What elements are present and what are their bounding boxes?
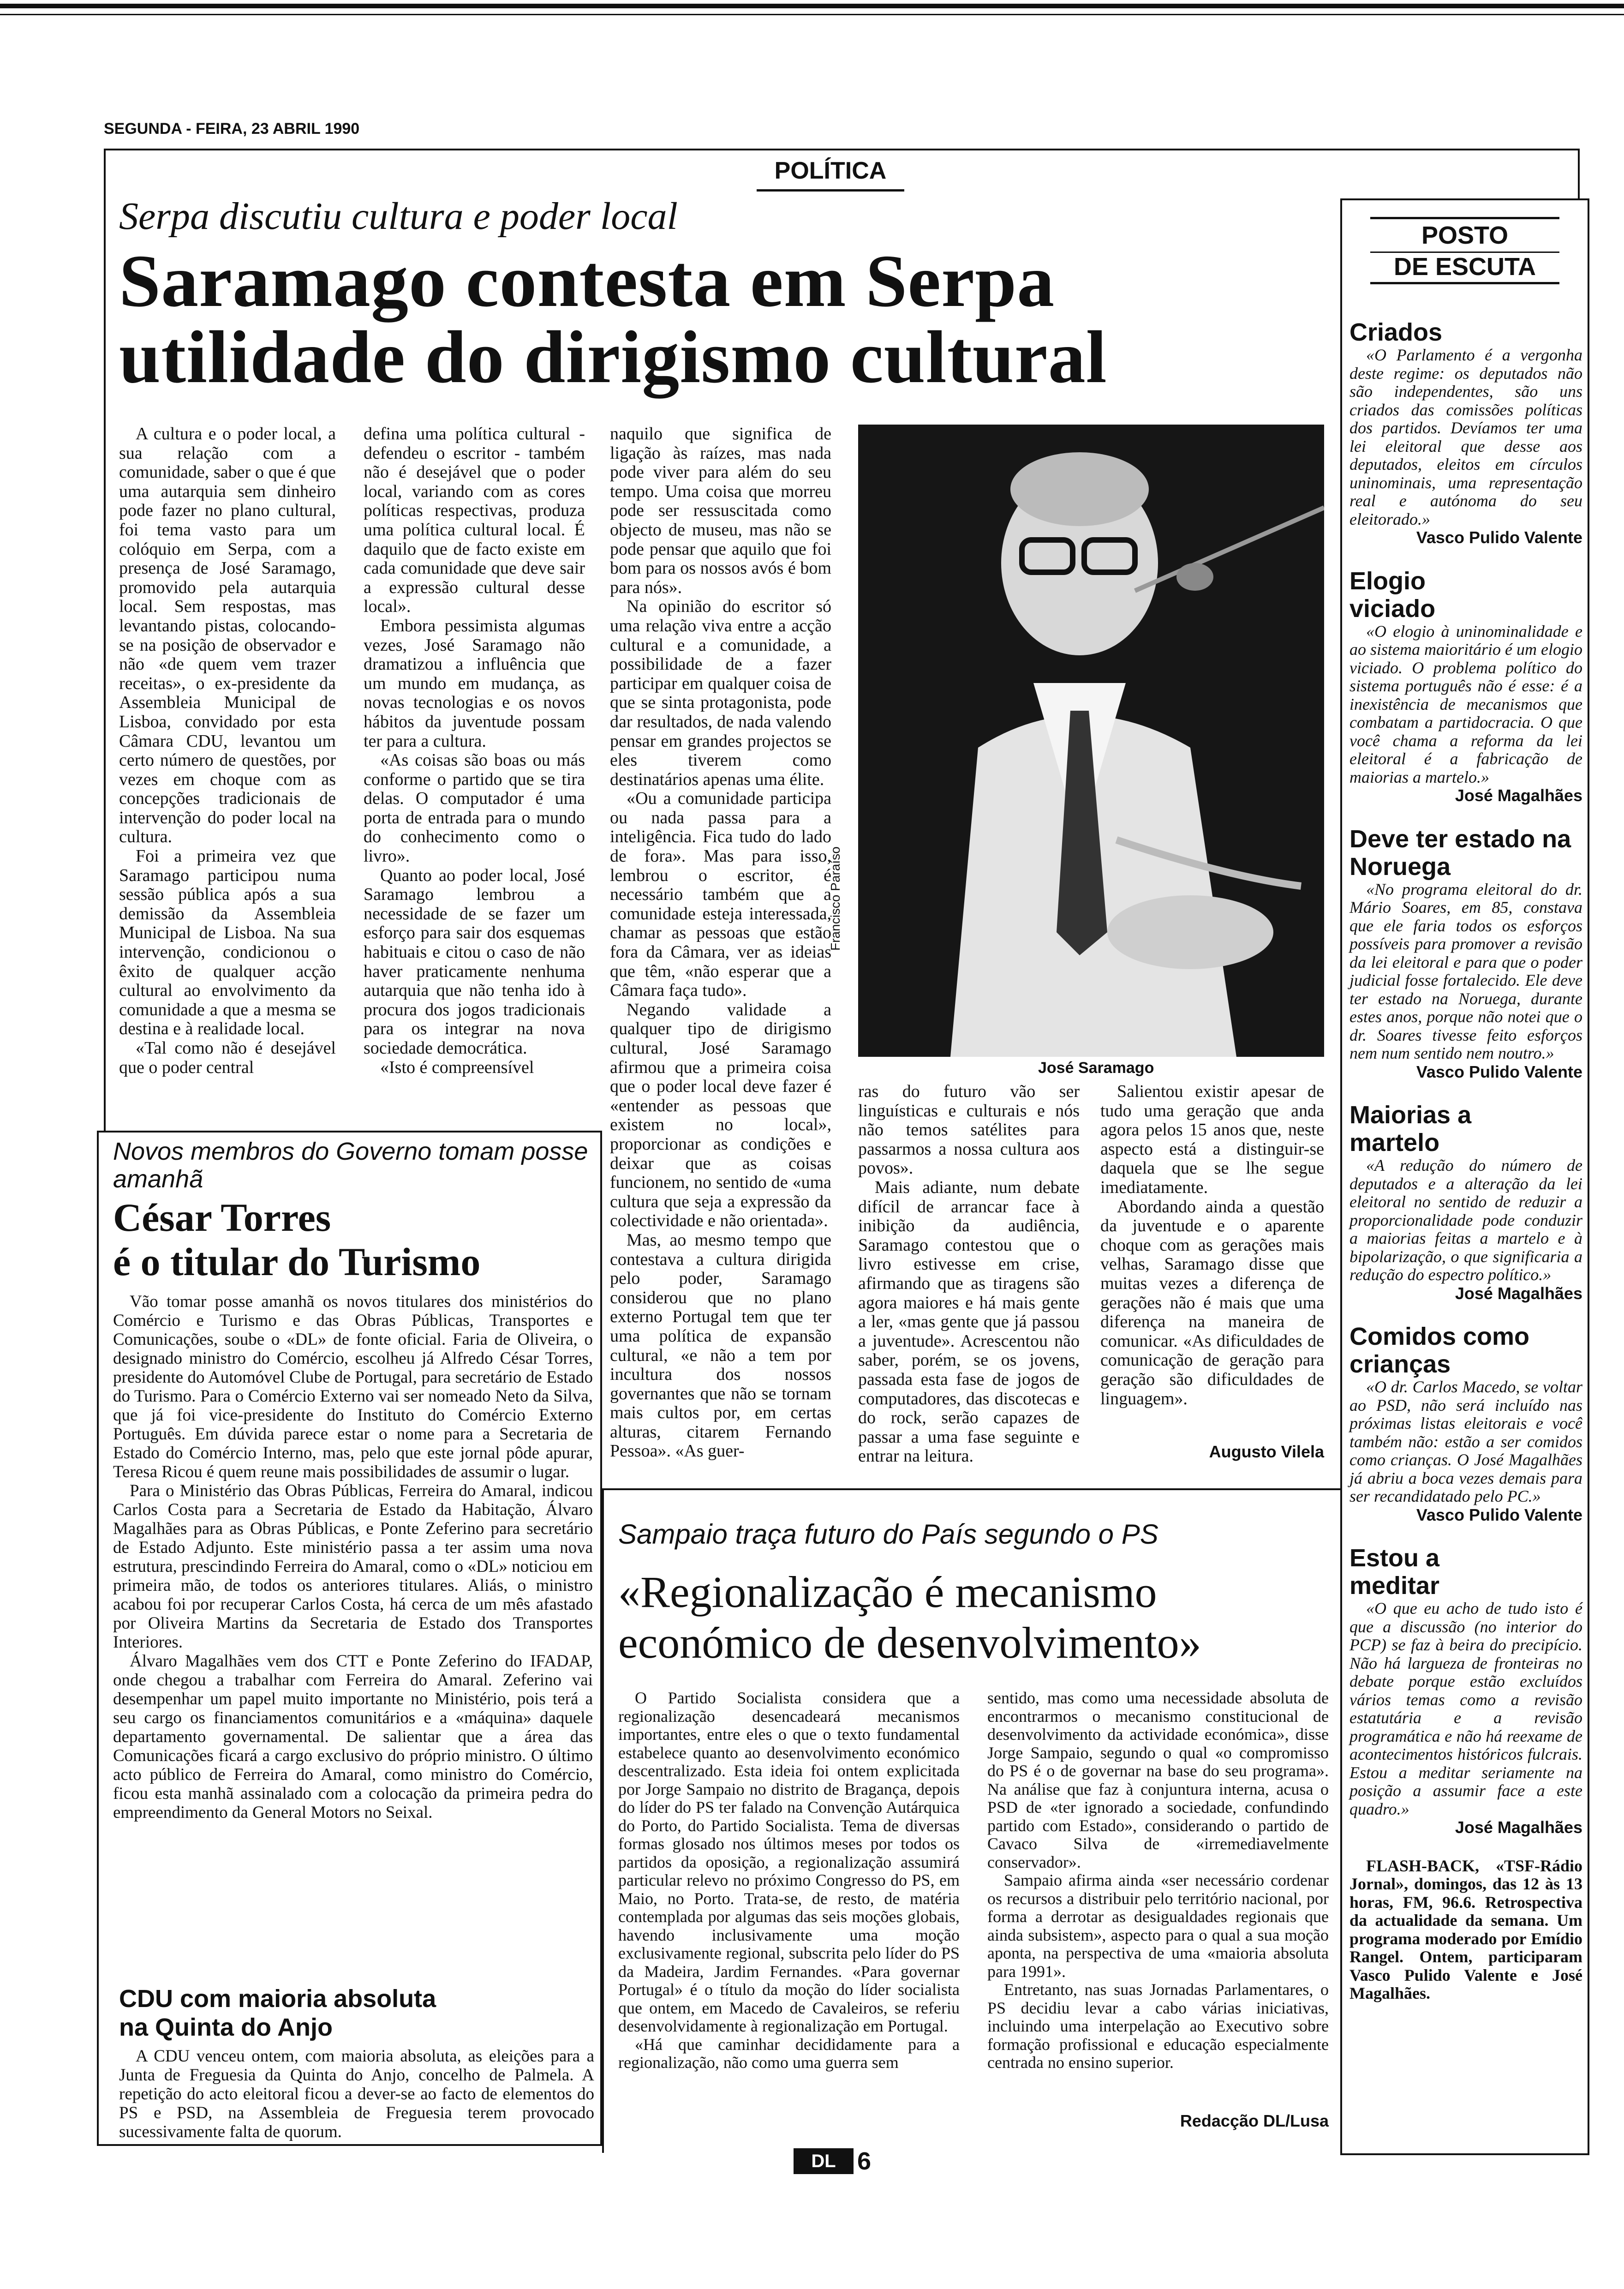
posto-item-text: «O Parlamento é a vergonha deste regime: os deputados não são independentes, são uns criados das comissões políticas dos partidos. Devíamos ter uma lei eleitoral que desse aos deputados, eleitos em círculos uninominais, uma representação real e autónoma do seu eleitorado.» [1349, 346, 1582, 528]
cdu-headline-1: CDU com maioria absoluta [119, 1985, 436, 2013]
main-col-5 [1100, 1082, 1324, 1408]
sampaio-c1-p2: «Há que caminhar decididamente para a regionalização, não como uma guerra sem [618, 2035, 960, 2072]
posto-item-author: Vasco Pulido Valente [1416, 528, 1582, 547]
posto-items [1349, 318, 1582, 2003]
photo-caption: José Saramago [1038, 1059, 1154, 1077]
posto-item-meditar [1349, 1544, 1582, 1837]
main-c2-p5: «Isto é compreensível [380, 1057, 534, 1077]
main-c4-p1: ras do futuro vão ser linguísticas e culturais e nós não temos satélites para passarmos a nossa cultura aos povos». [858, 1082, 1080, 1178]
main-c2-p3: «As coisas são boas ou más conforme o partido que se tira delas. O computador é uma porta de entrada para o mundo do conhecimento como o livro». [364, 750, 585, 866]
cdu-headline-2: na Quinta do Anjo [119, 2013, 333, 2041]
page-number: 6 [857, 2147, 872, 2175]
cdu-text: A CDU venceu ontem, com maioria absoluta, as eleições para a Junta de Freguesia da Quinta do Anjo, concelho de Palmela. A repetição do acto eleitoral ficou a dever-se ao facto de elementos do PS e PSD, na Assembleia de Freguesia terem provocado sucessivamente falta de quorum. [119, 2047, 594, 2141]
posto-item-title: Comidos como crianças [1349, 1323, 1530, 1378]
top-rule-thin [0, 14, 1624, 15]
main-col-4 [858, 1082, 1080, 1466]
photo-illustration [858, 425, 1324, 1057]
main-col-1 [119, 425, 336, 1077]
posto-item-maiorias [1349, 1101, 1582, 1302]
section-rule [757, 189, 904, 192]
turismo-p2: Para o Ministério das Obras Públicas, Ferreira do Amaral, indicou Carlos Costa para a Secretaria de Estado da Habitação, Álvaro Magalhães para as Obras Públicas, e Ponte Zeferino para secretário de Estado Adjunto. Este ministério passa a ter assim uma nova estrutura, prescindindo Ferreira do Amaral, como o «DL» noticiou em primeira mão, de todos os anteriores titulares. Aliás, o ministro acabou foi por recuperar Carlos Costa, há cerca de um mês afastado por Oliveira Martins da Secretaria de Estado dos Transportes Interiores. [113, 1481, 593, 1652]
posto-item-title: Elogio viciado [1349, 567, 1436, 623]
sampaio-col-2 [987, 1689, 1329, 2072]
posto-flashback: FLASH-BACK, «TSF-Rádio Jornal», domingos, das 12 às 13 horas, FM, 96.6. Retrospectiva da actualidade da semana. Um programa moderado por Emídio Rangel. Ontem, participaram Vasco Pulido Valente e José Magalhães. [1349, 1856, 1582, 2002]
header-rule [104, 149, 1578, 150]
turismo-headline-2: é o titular do Turismo [113, 1240, 481, 1284]
posto-item-noruega [1349, 825, 1582, 1081]
posto-item-text: «O dr. Carlos Macedo, se voltar ao PSD, não será incluído nas próximas listas eleitorais e você também não: estão a ser comidos como crianças. O José Magalhães já abriu a boca vezes demais para ser recandidatado pelo PC.» [1349, 1378, 1582, 1505]
main-col-3 [610, 425, 831, 1461]
posto-item-author: José Magalhães [1455, 786, 1582, 805]
main-c1-p2: Foi a primeira vez que Saramago participou numa sessão pública após a sua demissão da Assembleia Municipal de Lisboa. Na sua intervenção, condicionou o êxito de qualquer acção cultural ao envolvimento da comunidade a que a mesma se destina e à realidade local. [119, 846, 336, 1039]
main-col-2 [364, 425, 585, 1077]
sampaio-c2-p2: Sampaio afirma ainda «ser necessário cordenar os recursos a distribuir pelo território nacional, por forma a derrotar as desigualdades regionais que ainda subsistem», aspecto para o qual a sua moção aponta, na perspectiva de uma «maioria absoluta para 1991». [987, 1871, 1329, 1981]
frame-right [1578, 149, 1580, 199]
posto-item-author: Vasco Pulido Valente [1416, 1062, 1582, 1081]
posto-item-elogio [1349, 567, 1582, 805]
posto-item-title: Deve ter estado na Noruega [1349, 825, 1571, 881]
posto-item-author: Vasco Pulido Valente [1416, 1505, 1582, 1524]
main-c3-p2: Na opinião do escritor só uma relação viva entre a acção cultural e a comunidade, a possibilidade de a fazer participar em qualquer coisa de que se sinta protagonista, pode dar resultados, de nada valendo pensar em grandes projectos se eles tiverem como destinatários apenas uma élite. [610, 597, 831, 789]
saramago-photo [858, 425, 1324, 1057]
main-headline-1: Saramago contesta em Serpa [119, 240, 1055, 323]
posto-title-1: POSTO [1370, 217, 1559, 253]
sampaio-top-rule [602, 1488, 1340, 1490]
main-c3-p4: Negando validade a qualquer tipo de dirigismo cultural, José Saramago afirmou que a primeira coisa que o poder local deve fazer é «entender as pessoas que existem no local», proporcionar as condições e deixar que as coisas funcionem, no sentido de «uma cultura que seja a expressão da colectividade e não orientada». [610, 1000, 831, 1231]
sampaio-c2-p3: Entretanto, nas suas Jornadas Parlamentares, o PS decidiu levar a cabo várias iniciativas, incluindo uma interpelação ao Executivo sobre formação profissional e educação especialmente centrada no ensino superior. [987, 1980, 1329, 2072]
posto-item-text: «A redução do número de deputados e a alteração da lei eleitoral no sentido de reduzir a proporcionalidade pode conduzir a maiorias feitas a martelo e à bipolarização, o que significaria a redução do espectro político.» [1349, 1156, 1582, 1284]
posto-item-author: José Magalhães [1455, 1818, 1582, 1837]
main-c5-p1: Salientou existir apesar de tudo uma geração que anda agora pelos 15 anos que, neste aspecto está a distinguir-se daquela que se lhe segue imediatamente. [1100, 1082, 1324, 1197]
main-kicker: Serpa discutiu cultura e poder local [119, 195, 678, 238]
sampaio-c1-p1: O Partido Socialista considera que a regionalização desencadeará mecanismos importantes, entre eles o que o texto fundamental estabelece quanto ao desenvolvimento económico descentralizado. Esta ideia foi ontem explicitada por Jorge Sampaio no distrito de Bragança, depois do líder do PS ter falado na Convenção Autárquica do Porto, do Partido Socialista. Tema de diversas formas glosado nos últimos meses por todos os partidos da oposição, a regionalização assumirá particular relevo no próximo Congresso do PS, em Maio, no Porto. Trata-se, de resto, de matéria contemplada por algumas das seis moções globais, havendo inclusivamente uma moção exclusivamente regional, subscrita pelo líder do PS da Madeira, Jardim Fernandes. «Para governar Portugal» é o título da moção do líder socialista que ontem, em Macedo de Cavaleiros, se referiu desenvolvidamente à regionalização em Portugal. [618, 1689, 960, 2035]
turismo-p1: Vão tomar posse amanhã os novos titulares dos ministérios do Comércio e Turismo e das Obras Públicas, Transportes e Comunicações, soube o «DL» de fonte oficial. Faria de Oliveira, o designado ministro do Comércio, escolheu já Alfredo César Torres, presidente do Automóvel Clube de Portugal, para secretário de Estado do Turismo. Para o Comércio Externo vai ser nomeado Neto da Silva, que já foi vice-presidente do Instituto do Comércio Externo Português. Em dúvida parece estar o nome para a Secretaria de Estado do Comércio Interno, mas, pelo que este jornal pôde apurar, Teresa Ricou é quem reune mais possibilidades de assumir o lugar. [113, 1292, 593, 1481]
main-c1-p1: A cultura e o poder local, a sua relação com a comunidade, saber o que é que uma autarquia sem dinheiro pode fazer no plano cultural, foi tema vasto para um colóquio em Serpa, com a presença de José Saramago, promovido pela autarquia local. Sem respostas, mas levantando pistas, colocando-se na posição de observador e não «de quem vem trazer receitas», o ex-presidente da Assembleia Municipal de Lisboa, convidado por esta Câmara CDU, levantou um certo número de questões, por vezes em choque com as concepções tradicionais de intervenção do poder local na cultura. [119, 424, 336, 847]
page-logo: DL [794, 2148, 854, 2174]
main-signature: Augusto Vilela [1209, 1442, 1324, 1461]
main-c3-p3: «Ou a comunidade participa ou nada passa para a inteligência. Fica tudo do lado de fora». Mas para isso, lembrou o escritor, é necessário também que a comunidade esteja interessada, chamar as pessoas que estão fora da Câmara, ver as ideias que têm, «não esperar que a Câmara faça tudo». [610, 789, 831, 1001]
sampaio-kicker: Sampaio traça futuro do País segundo o PS [618, 1519, 1158, 1550]
cdu-body [119, 2047, 594, 2141]
turismo-kicker: Novos membros do Governo tomam posse amanhã [113, 1138, 588, 1193]
turismo-headline-1: César Torres [113, 1195, 331, 1240]
posto-item-title: Criados [1349, 318, 1443, 346]
main-headline-2: utilidade do dirigismo cultural [119, 316, 1107, 399]
posto-item-text: «O elogio à uninominalidade e ao sistema maioritário é um elogio viciado. O problema político do sistema português não é esse: é a inexistência de mecanismos que combatam a partidocracia. O que você chama a reforma da lei eleitoral é a fabricação de maiorias a martelo.» [1349, 622, 1582, 786]
main-c4-p2: Mais adiante, num debate difícil de arrancar face à inibição da audiência, Saramago contestou que o livro estivesse em crise, afirmando que as tiragens são agora maiores e há mais gente a ler, «mas gente que já passou a juventude». Acrescentou não saber, porém, se os jovens, passada esta fase de jogos de computadores, das discotecas e do rock, serão capazes de passar a uma fase seguinte e entrar na leitura. [858, 1177, 1080, 1466]
posto-item-text: «O que eu acho de tudo isto é que a discussão (no interior do PCP) se faz à beira do precipício. Não há largueza de fronteiras no debate porque estão excluídos vários temas como a revisão estatutária e a revisão programática e não há reexame de acontecimentos históricos fulcrais. Estou a meditar seriamente na posição a assumir face a este quadro.» [1349, 1599, 1582, 1818]
sampaio-col-1 [618, 1689, 960, 2072]
posto-item-title: Estou a meditar [1349, 1544, 1440, 1600]
main-c3-p1: naquilo que significa de ligação às raízes, mas nada pode viver para além do seu tempo. Uma coisa que morreu pode ser ressuscitada como objecto de museu, mas não se pode pensar que aquilo que foi bom para os nossos avós é bom para nós». [610, 424, 831, 597]
top-rule [0, 4, 1624, 8]
turismo-p3: Álvaro Magalhães vem dos CTT e Ponte Zeferino do IFADAP, onde chegou a trabalhar com Ferreira do Amaral. Zeferino vai desempenhar um papel muito importante no Ministério, pois terá a seu cargo os financiamentos comunitários e a «máquina» daquele departamento governamental. De salientar que a área das Comunicações ficará a cargo exclusivo do próprio ministro. O último acto público de Ferreira do Amaral, como ministro do Comércio, ficou esta manhã assinalado com a colocação da primeira pedra do empreendimento da General Motors no Seixal. [113, 1652, 593, 1822]
posto-item-comidos [1349, 1323, 1582, 1524]
posto-item-text: «No programa eleitoral do dr. Mário Soares, em 85, constava que ele faria todos os esforços possíveis para promover a revisão da lei eleitoral e para que o poder judicial fosse fortalecido. Ele deve ter estado na Noruega, durante estes anos, porque não notei que o dr. Soares tivesse feito esforços nem num sentido nem noutro.» [1349, 880, 1582, 1062]
main-c1-p3: «Tal como não é desejável que o poder central [119, 1038, 336, 1077]
main-c3-p5: Mas, ao mesmo tempo que contestava a cultura dirigida pelo poder, Saramago considerou que no plano externo Portugal tem que ter uma política de expansão cultural, «e não a tem por incultura dos nossos governantes que não se tornam mais cultos por, em certas alturas, citarem Fernando Pessoa». «As guer- [610, 1230, 831, 1461]
sampaio-c2-p1: sentido, mas como uma necessidade absoluta de encontrarmos o mecanismo constitucional de desenvolvimento da actividade económica», disse Jorge Sampaio, segundo o qual «o compromisso do PS é o de governar na base do seu programa». Na análise que faz à conjuntura interna, acusa o PSD de «ter ignorado a sociedade, confundindo partido com Estado», considerando o partido de Cavaco Silva de «irremediavelmente conservador». [987, 1689, 1329, 1871]
posto-item-author: José Magalhães [1455, 1283, 1582, 1303]
section-label: POLÍTICA [774, 157, 887, 184]
sampaio-headline-2: económico de desenvolvimento» [618, 1618, 1201, 1667]
photo-credit: Francisco Paraíso [828, 846, 842, 951]
main-c2-p4: Quanto ao poder local, José Saramago lembrou a necessidade de se fazer um esforço para sair dos esquemas habituais e citou o caso de não haver praticamente nenhuma autarquia que não tenha ido à procura dos jogos tradicionais para os integrar na nova sociedade democrática. [364, 865, 585, 1058]
main-c5-p2: Abordando ainda a questão da juventude e o aparente choque com as gerações mais velhas, Saramago disse que muitas vezes a diferença de gerações não é mais que uma diferença na maneira de comunicar. «As dificuldades de comunicação de geração para geração são dificuldades de linguagem». [1100, 1197, 1324, 1408]
main-c2-p1: defina uma política cultural - defendeu o escritor - também não é desejável que o poder local, variando com as cores políticas respectivas, produza uma política cultural local. É daquilo que de facto existe em cada comunidade que deve sair a expressão cultural desse local». [364, 424, 585, 617]
sampaio-left-rule [602, 1488, 604, 2153]
posto-item-criados [1349, 318, 1582, 547]
main-c2-p2: Embora pessimista algumas vezes, José Saramago não dramatizou a influência que um mundo em mudança, as novas tecnologias e os novos hábitos da juventude possam ter para a cultura. [364, 616, 585, 751]
posto-item-title: Maiorias a martelo [1349, 1101, 1472, 1156]
turismo-body [113, 1292, 593, 1822]
frame-left [104, 149, 106, 1132]
posto-title-2: DE ESCUTA [1370, 252, 1559, 284]
sampaio-signature: Redacção DL/Lusa [1180, 2111, 1329, 2130]
page-date: SEGUNDA - FEIRA, 23 ABRIL 1990 [104, 120, 360, 138]
sampaio-headline-1: «Regionalização é mecanismo [618, 1567, 1157, 1617]
